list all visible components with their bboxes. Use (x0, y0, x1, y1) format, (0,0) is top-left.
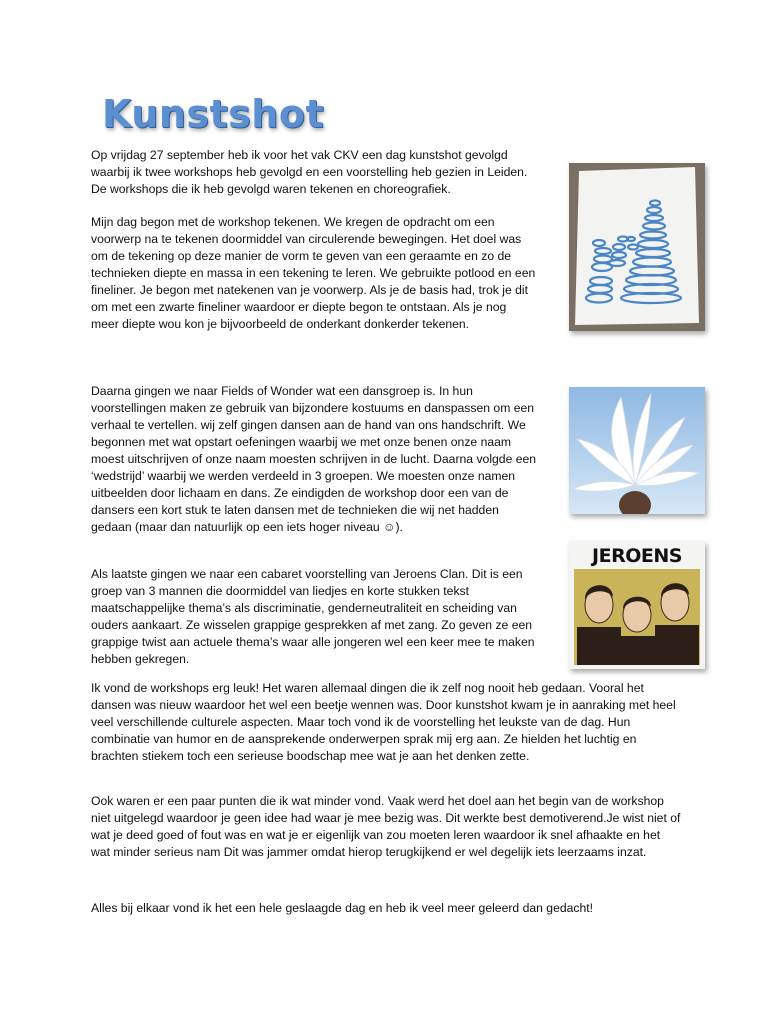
poster-lettering: JEROENS (592, 545, 682, 567)
paragraph-cabaret: Als laatste gingen we naar een cabaret voorstelling van Jeroens Clan. Dit is een groep van 3 mannen die doormiddel van liedjes en korte stukken tekst maatschappelijke thema’s als discriminatie, genderneutraliteit en scheiding van ouders aankaart. Ze wisselen grappige gesprekken af met zang. Zo geven ze een grappige twist aan actuele thema’s waar alle jongeren wel een keer mee te maken hebben gekregen. (91, 567, 535, 666)
jeroens-clan-poster (569, 541, 705, 669)
spiral-drawing-photo (569, 163, 705, 331)
paragraph-conclusion: Alles bij elkaar vond ik het een hele geslaagde dag en heb ik veel meer geleerd dan gedacht! (91, 901, 594, 915)
paragraph-criticism: Ook waren er een paar punten die ik wat minder vond. Vaak werd het doel aan het begin van de workshop niet uitgelegd waardoor je geen idee had waar je mee bezig was. Dit werkte best demotiverend.Je wist niet of wat je deed goed of fout was en wat je er eigenlijk van zou moeten leren waardoor ik snel afhaakte en het wat minder serieus nam Dit was jammer omdat hierop terugkijkend er wel degelijk iets leerzaams inzat. (91, 794, 681, 859)
paragraph-intro: Op vrijdag 27 september heb ik voor het vak CKV een dag kunstshot gevolgd waarbij ik twee workshops heb gevolgd en een voorstelling heb gezien in Leiden. De workshops die ik heb gevolgd waren tekenen en choreografiek. (91, 148, 528, 196)
paragraph-opinion: Ik vond de workshops erg leuk! Het waren allemaal dingen die ik zelf nog nooit heb gedaan. Vooral het dansen was nieuw waardoor het wel een beetje wennen was. Door kunstshot kwam je in aanraking met heel veel verschillende culturele aspecten. Maar toch vond ik de voorstelling het leukste van de dag. Hun combinatie van humor en de aansprekende onderwerpen sprak mij erg aan. Ze hielden het luchtig en brachten stiekem toch een serieuse boodschap mee wat je aan het denken zette. (91, 681, 676, 763)
document-title: Kunstshot (102, 92, 325, 136)
paragraph-dance-workshop: Daarna gingen we naar Fields of Wonder wat een dansgroep is. In hun voorstellingen maken ze gebruik van bijzondere kostuums en danspassen om een verhaal te vertellen. wij zelf gingen dansen aan de hand van ons handschrift. We begonnen met wat opstart oefeningen waarbij we met onze benen onze naam moest uitschrijven of onze naam moesten schrijven in de lucht. Daarna volgde een ‘wedstrijd’ waarbij we werden verdeeld in 3 groepen. We moesten onze namen uitbeelden door lichaam en dans. Ze eindigden de workshop door een van de dansers een kort stuk te laten dansen met de technieken die wij net hadden gedaan (maar dan natuurlijk op een iets hoger niveau ☺). (91, 384, 537, 534)
feather-costume-photo (569, 387, 705, 514)
paragraph-drawing-workshop: Mijn dag begon met de workshop tekenen. We kregen de opdracht om een voorwerp na te tekenen doormiddel van circulerende bewegingen. Het doel was om de tekening op deze manier de vorm te geven van een geraamte en zo de technieken diepte en massa in een tekening te leren. We gebruikte potlood en een fineliner. Je begon met natekenen van je voorwerp. Als je de basis had, trok je dit om met een zwarte fineliner waardoor er diepte begon te ontstaan. Als je nog meer diepte wou kon je bijvoorbeeld de onderkant donkerder tekenen. (91, 215, 536, 331)
